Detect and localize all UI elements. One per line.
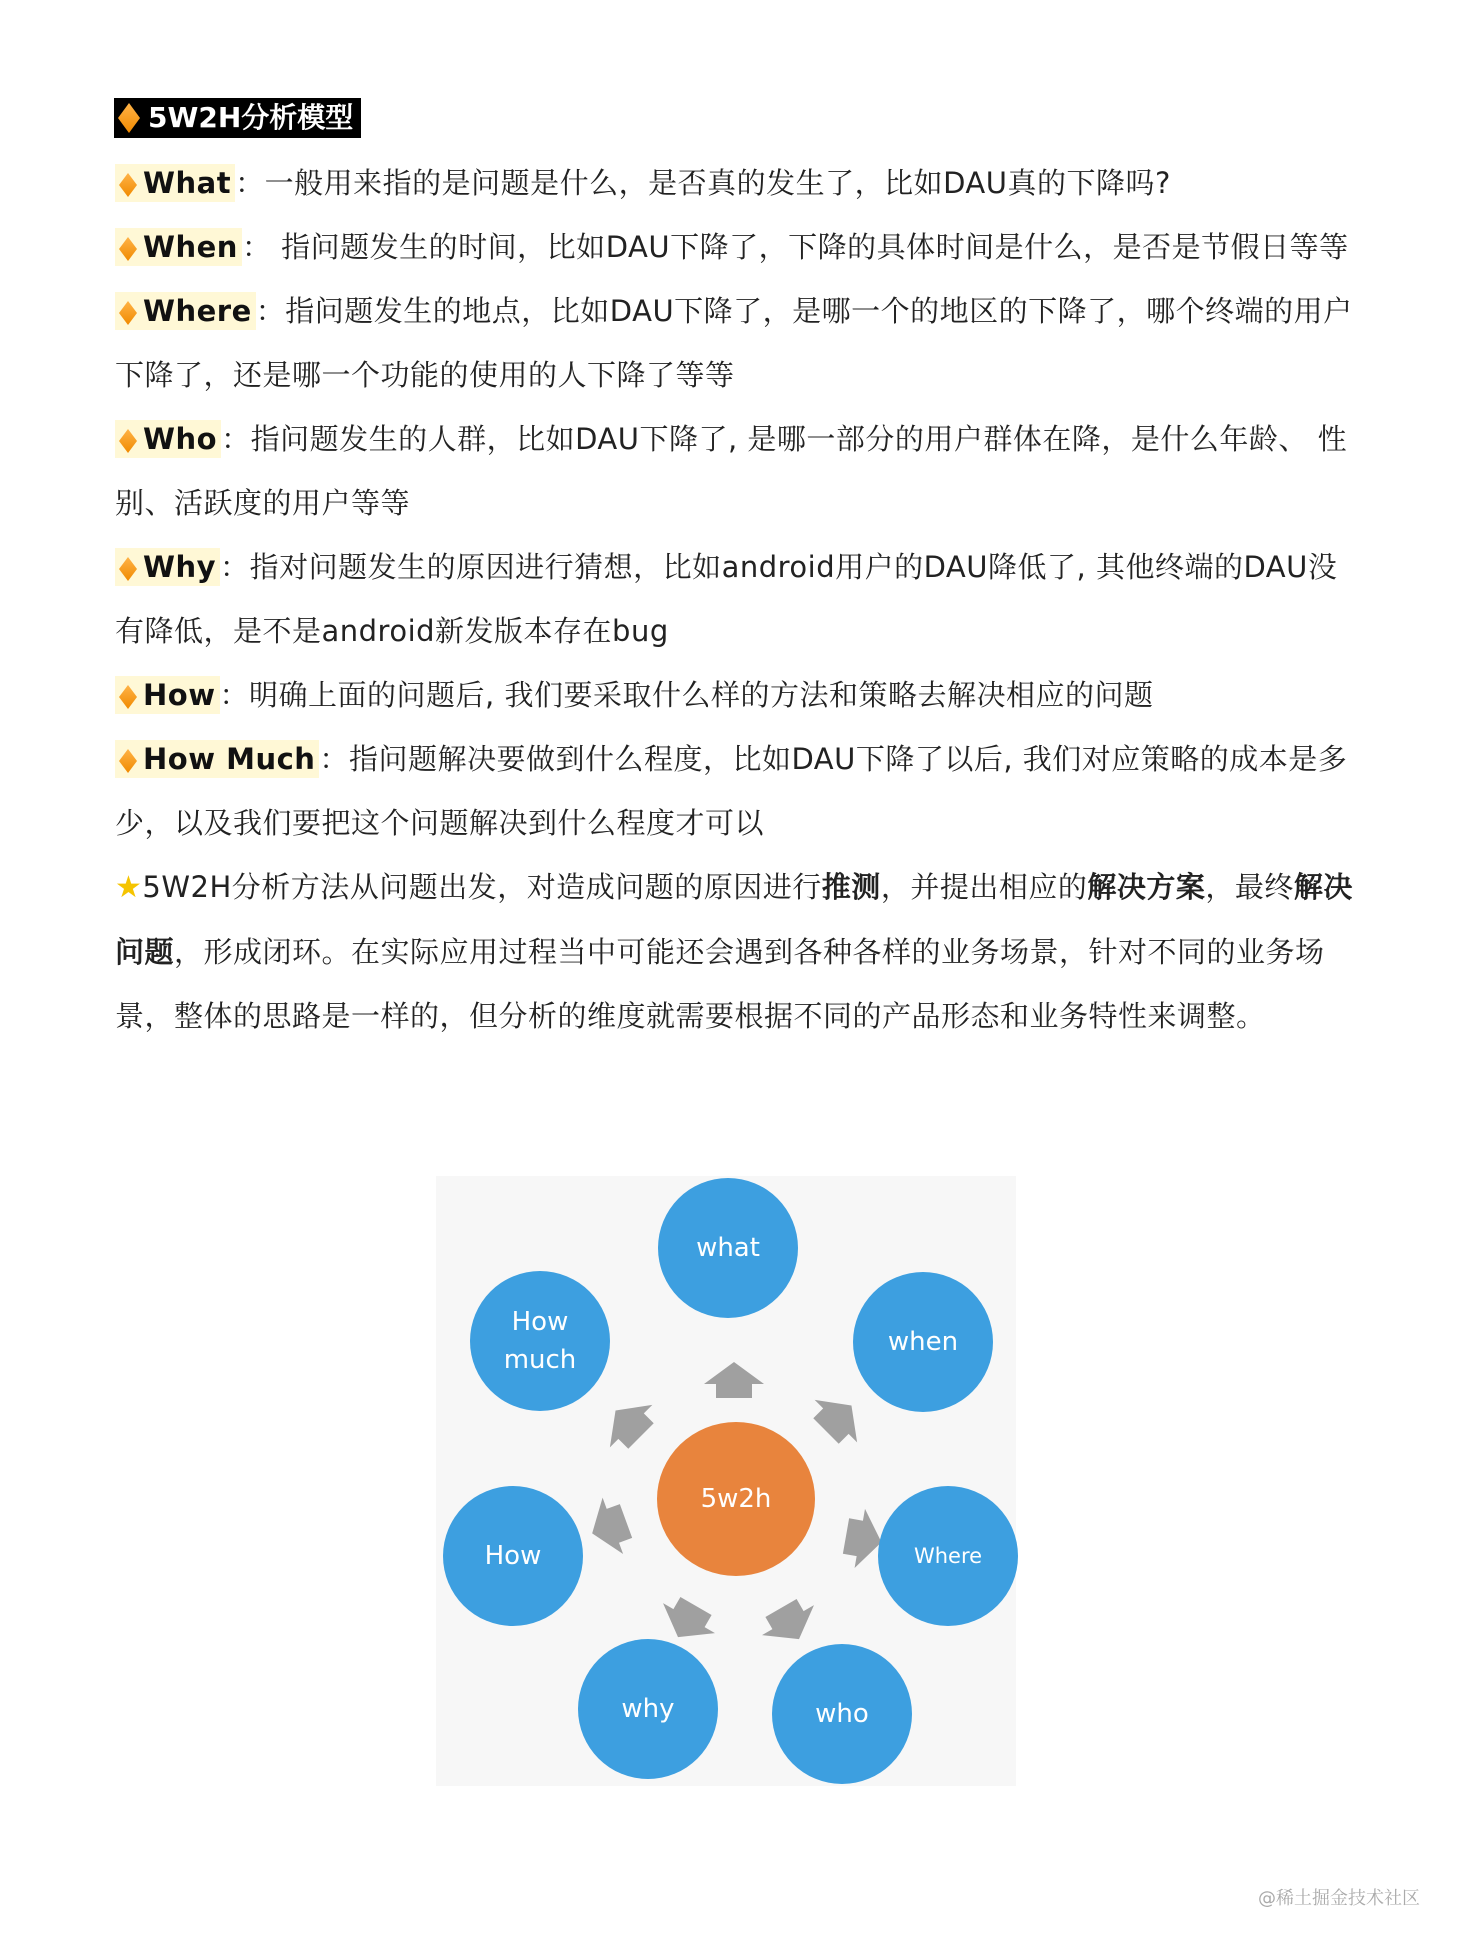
item-key: What	[143, 166, 232, 200]
summary-text: ，形成闭环。在实际应用过程当中可能还会遇到各种各样的业务场景，针对不同的业务场景，整体的思路是一样的，但分析的维度就需要根据不同的产品形态和业务特性来调整。	[115, 935, 1325, 1033]
colon: ：	[219, 678, 250, 712]
diamond-icon	[119, 429, 137, 453]
arrow-icon	[704, 1362, 764, 1398]
diamond-icon	[119, 685, 137, 709]
item-who	[115, 407, 1355, 535]
node-why: why	[578, 1639, 718, 1779]
watermark: @稀土掘金技术社区	[1258, 1888, 1420, 1909]
item-key: Where	[143, 294, 252, 328]
5w2h-diagram	[436, 1176, 1016, 1786]
summary-bold: 解决问题	[115, 870, 1353, 969]
item-how	[115, 663, 1355, 727]
item-key: How	[143, 678, 216, 712]
item-key: How Much	[143, 742, 316, 776]
node-how-much: How much	[470, 1271, 610, 1411]
node-where: Where	[878, 1486, 1018, 1626]
diamond-icon	[119, 301, 137, 325]
item-text: 一般用来指的是问题是什么，是否真的发生了，比如DAU真的下降吗?	[264, 166, 1171, 200]
item-text: 指问题发生的地点，比如DAU下降了，是哪一个的地区的下降了，哪个终端的用户下降了，还是哪一个功能的使用的人下降了等等	[115, 294, 1353, 392]
item-text: 指问题发生的时间，比如DAU下降了，下降的具体时间是什么，是否是节假日等等	[271, 230, 1349, 264]
item-key: Why	[143, 550, 217, 584]
summary-text: ，并提出相应的	[880, 870, 1088, 904]
node-when: when	[853, 1272, 993, 1412]
colon: ：	[221, 422, 251, 456]
item-where	[115, 279, 1355, 407]
item-what	[115, 151, 1355, 215]
summary-paragraph	[115, 855, 1355, 1048]
diamond-icon	[118, 103, 140, 133]
summary-bold: 推测	[821, 870, 881, 904]
node-who: who	[772, 1644, 912, 1784]
diamond-icon	[119, 749, 137, 773]
summary-text: ，最终	[1205, 870, 1294, 904]
diamond-icon	[119, 237, 137, 261]
item-when	[115, 215, 1355, 279]
section-title-text: 5W2H分析模型	[148, 101, 354, 134]
colon: ：	[220, 550, 250, 584]
colon: ：	[319, 742, 349, 776]
arrow-icon	[755, 1593, 825, 1654]
item-text: 指问题发生的人群，比如DAU下降了, 是哪一部分的用户群体在降，是什么年龄、 性别、活跃度的用户等等	[115, 422, 1348, 520]
colon: ：	[241, 230, 272, 264]
summary-bold: 解决方案	[1087, 870, 1206, 904]
item-key: Who	[143, 422, 218, 456]
colon: ：	[235, 166, 265, 200]
arrow-icon	[805, 1384, 873, 1452]
arrow-icon	[582, 1493, 636, 1562]
colon: ：	[255, 294, 286, 328]
item-text: 指对问题发生的原因进行猜想，比如android用户的DAU降低了, 其他终端的DAU没有降低，是不是android新发版本存在bug	[115, 550, 1338, 648]
item-text: 指问题解决要做到什么程度，比如DAU下降了以后, 我们对应策略的成本是多少，以及我们要把这个问题解决到什么程度才可以	[115, 742, 1348, 840]
node-how: How	[443, 1486, 583, 1626]
item-key: When	[143, 230, 238, 264]
item-text: 明确上面的问题后, 我们要采取什么样的方法和策略去解决相应的问题	[249, 678, 1154, 712]
star-icon: ★	[115, 870, 143, 905]
summary-text: 5W2H分析方法从问题出发，对造成问题的原因进行	[142, 870, 822, 904]
arrow-icon	[594, 1389, 662, 1457]
node-what: what	[658, 1178, 798, 1318]
diamond-icon	[119, 557, 137, 581]
item-how-much	[115, 727, 1355, 855]
section-title	[114, 98, 361, 138]
center-node: 5w2h	[657, 1422, 815, 1576]
diamond-icon	[119, 173, 137, 197]
item-why	[115, 535, 1355, 663]
article-body	[115, 151, 1355, 1048]
